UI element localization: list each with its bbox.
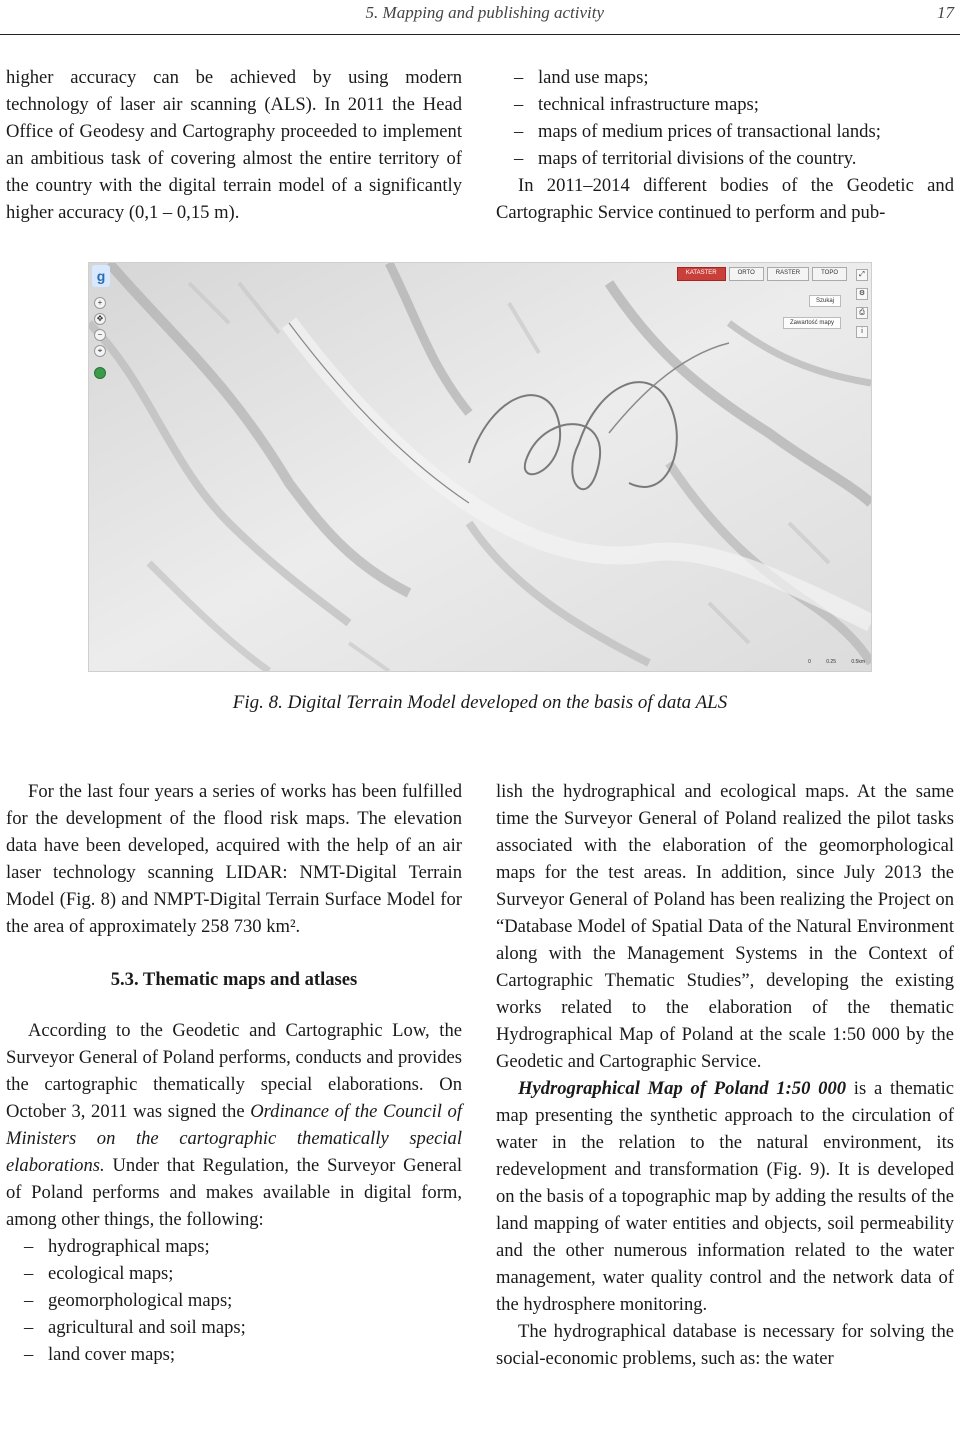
- figure-caption: Fig. 8. Digital Terrain Model developed on the basis of data ALS: [232, 692, 728, 713]
- map-content-button[interactable]: Zawartość mapy: [783, 317, 841, 329]
- list-item: – ecological maps;: [6, 1260, 462, 1287]
- hydro-map-paragraph: Hydrographical Map of Poland 1:50 000 is a thematic map presenting the synthetic approach to the circulation of water in the relation to the natural environment, its redevelopment and transformation (Fig. 9). It is developed on the basis of a topographic map by adding the results of the land mapping of water entities and objects, soil permeability and the other numerous information related to the water management, water quality control and the network data of the hydrosphere monitoring.: [496, 1078, 954, 1315]
- layer-topo-button[interactable]: TOPO: [812, 267, 847, 281]
- measure-icon[interactable]: ⌖: [94, 345, 106, 357]
- list-item: – technical infrastructure maps;: [496, 91, 954, 118]
- search-button[interactable]: Szukaj: [809, 295, 841, 307]
- list-item: – hydrographical maps;: [6, 1233, 462, 1260]
- hydro-database-paragraph: The hydrographical database is necessary for solving the social-economic problems, such as: the water: [496, 1321, 954, 1369]
- top-right-column: [496, 64, 954, 226]
- zoom-out-icon[interactable]: −: [94, 329, 106, 341]
- basemap-switcher: [677, 267, 847, 281]
- list-item: – geomorphological maps;: [6, 1287, 462, 1314]
- bottom-left-column: [6, 778, 462, 1368]
- hillshade-terrain-image: [89, 263, 871, 671]
- settings-icon[interactable]: ⚙: [856, 288, 868, 300]
- flood-maps-paragraph: For the last four years a series of works has been fulfilled for the development of the flood risk maps. The elevation data have been developed, acquired with the help of an air laser technology scanning LIDAR: NMT-Digital Terrain Model (Fig. 8) and NMPT-Digital Terrain Surface Model for the area of approximately 258 730 km².: [6, 781, 462, 937]
- layer-kataster-button[interactable]: KATASTER: [677, 267, 726, 281]
- right-toolbar: [856, 269, 868, 345]
- section-heading: 5.3. Thematic maps and atlases: [110, 969, 358, 990]
- list-item: – land cover maps;: [6, 1341, 462, 1368]
- thematic-maps-paragraph: According to the Geodetic and Cartographic Low, the Surveyor General of Poland performs, conducts and provides the cartographic thematically special elaborations. On October 3, 2011 was signed the Ordinance of the Council of Ministers on the cartographic thematically special elaborations. Under that Regulation, the Surveyor General of Poland performs and makes available in digital form, among other things, the following:: [6, 1020, 462, 1230]
- layers-icon[interactable]: [94, 367, 106, 379]
- layer-raster-button[interactable]: RASTER: [767, 267, 809, 281]
- geoportal-logo-icon[interactable]: g: [92, 265, 110, 287]
- list-item: – maps of territorial divisions of the country.: [496, 145, 954, 172]
- layer-orto-button[interactable]: ORTO: [729, 267, 764, 281]
- bottom-right-column: [496, 778, 954, 1372]
- top-left-column: [6, 64, 462, 226]
- fullscreen-icon[interactable]: ⤢: [856, 269, 868, 281]
- print-icon[interactable]: ⎙: [856, 307, 868, 319]
- list-item: – maps of medium prices of transactional lands;: [496, 118, 954, 145]
- running-header: [0, 0, 960, 35]
- section-title: 5. Mapping and publishing activity: [365, 3, 604, 22]
- zoom-in-icon[interactable]: +: [94, 297, 106, 309]
- intro-paragraph: higher accuracy can be achieved by using modern technology of laser air scanning (ALS). In 2011 the Head Office of Geodesy and Cartography proceeded to implement an ambitious task of covering almost the entire territory of the country with the digital terrain model of a significantly higher accuracy (0,1 – 0,15 m).: [6, 67, 462, 223]
- info-icon[interactable]: i: [856, 326, 868, 338]
- list-item: – agricultural and soil maps;: [6, 1314, 462, 1341]
- page-number: 17: [937, 3, 954, 22]
- continuation-paragraph: lish the hydrographical and ecological maps. At the same time the Surveyor General of Poland realized the pilot tasks associated with the elaboration of the geomorphological maps for the test areas. In addition, since July 2013 the Surveyor General of Poland has been realizing the Project on “Database Model of Spatial Data of the Natural Environment along with the Management Systems in the Context of Cartographic Thematic Studies”, developing the existing works related to the elaboration of the thematic Hydrographical Map of Poland at the scale 1:50 000 by the Geodetic and Cartographic Service.: [496, 781, 954, 1072]
- list-item: – land use maps;: [496, 64, 954, 91]
- continuation-paragraph: In 2011–2014 different bodies of the Geodetic and Cartographic Service continued to perform and pub-: [496, 175, 954, 223]
- scale-bar: 0 0.25 0.5km: [808, 659, 865, 665]
- pan-icon[interactable]: ✥: [94, 313, 106, 325]
- terrain-map-figure[interactable]: [88, 262, 872, 672]
